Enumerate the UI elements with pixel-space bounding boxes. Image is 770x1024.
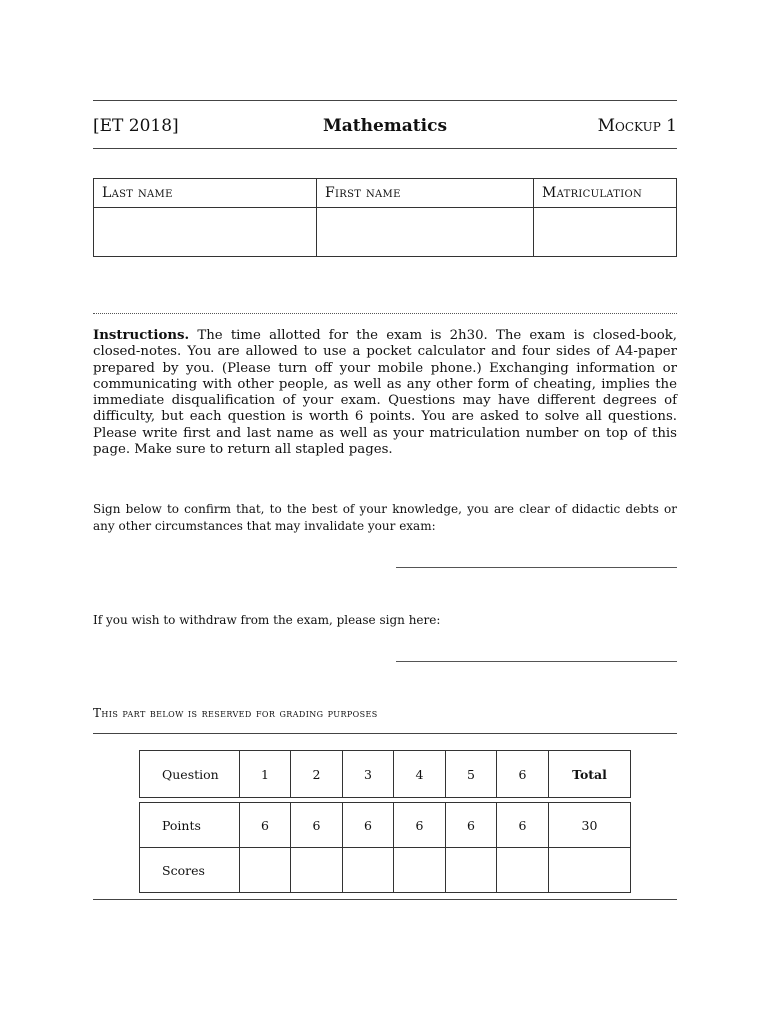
question-number: 3 — [343, 751, 394, 798]
last-name-label: Last name — [94, 179, 317, 208]
points-cell: 6 — [240, 803, 291, 848]
student-info-table — [93, 178, 677, 257]
withdraw-text: If you wish to withdraw from the exam, please sign here: — [93, 613, 441, 627]
instructions — [93, 328, 677, 458]
score-cell[interactable] — [394, 848, 446, 893]
matriculation-field[interactable] — [534, 208, 677, 257]
exam-subject: Mathematics — [322, 116, 448, 136]
points-cell: 6 — [291, 803, 343, 848]
question-number: 5 — [446, 751, 497, 798]
exam-variant: Mockup 1 — [597, 116, 677, 136]
score-cell[interactable] — [497, 848, 549, 893]
instructions-heading: Instructions. — [93, 328, 190, 343]
withdraw-signature-line[interactable] — [396, 661, 677, 662]
first-name-field[interactable] — [317, 208, 534, 257]
points-cell: 6 — [343, 803, 394, 848]
exam-code: [ET 2018] — [93, 116, 179, 136]
question-number: 2 — [291, 751, 343, 798]
score-cell[interactable] — [446, 848, 497, 893]
confirm-signature-line[interactable] — [396, 567, 677, 568]
instructions-body: The time allotted for the exam is 2h30. The exam is closed-book, closed-notes. You are allowed to use a pocket calculator and four sides of A4-paper prepared by you. (Please turn off your mobile phone.) Exchanging information or communicating with other people, as well as any other form of cheating, implies the immediate disqualification of your exam. Questions may have different degrees of difficulty, but each question is worth 6 points. You are asked to solve all questions. Please write first and last name as well as your matriculation number on top of this page. Make sure to return all stapled pages. — [93, 328, 678, 458]
score-cell[interactable] — [343, 848, 394, 893]
score-total-cell[interactable] — [549, 848, 631, 893]
instructions-rule — [93, 313, 677, 314]
score-cell[interactable] — [240, 848, 291, 893]
grading-section-title: This part below is reserved for grading purposes — [93, 706, 378, 720]
scores-row-label: Scores — [140, 848, 240, 893]
first-name-label: First name — [317, 179, 534, 208]
grading-top-rule — [93, 733, 677, 734]
matriculation-label: Matriculation — [534, 179, 677, 208]
last-name-field[interactable] — [94, 208, 317, 257]
points-total: 30 — [549, 803, 631, 848]
total-header: Total — [549, 751, 631, 798]
question-number: 1 — [240, 751, 291, 798]
points-cell: 6 — [394, 803, 446, 848]
confirm-text: Sign below to confirm that, to the best of your knowledge, you are clear of didactic debts or any other circumstances that may invalidate your exam: — [93, 502, 677, 533]
points-cell: 6 — [497, 803, 549, 848]
question-number: 4 — [394, 751, 446, 798]
footer-rule — [93, 899, 677, 900]
points-row-label: Points — [140, 803, 240, 848]
grading-table — [139, 750, 631, 893]
question-row-label: Question — [140, 751, 240, 798]
score-cell[interactable] — [291, 848, 343, 893]
header-bottom-rule — [93, 148, 677, 149]
header-top-rule — [93, 100, 677, 101]
points-cell: 6 — [446, 803, 497, 848]
question-number: 6 — [497, 751, 549, 798]
